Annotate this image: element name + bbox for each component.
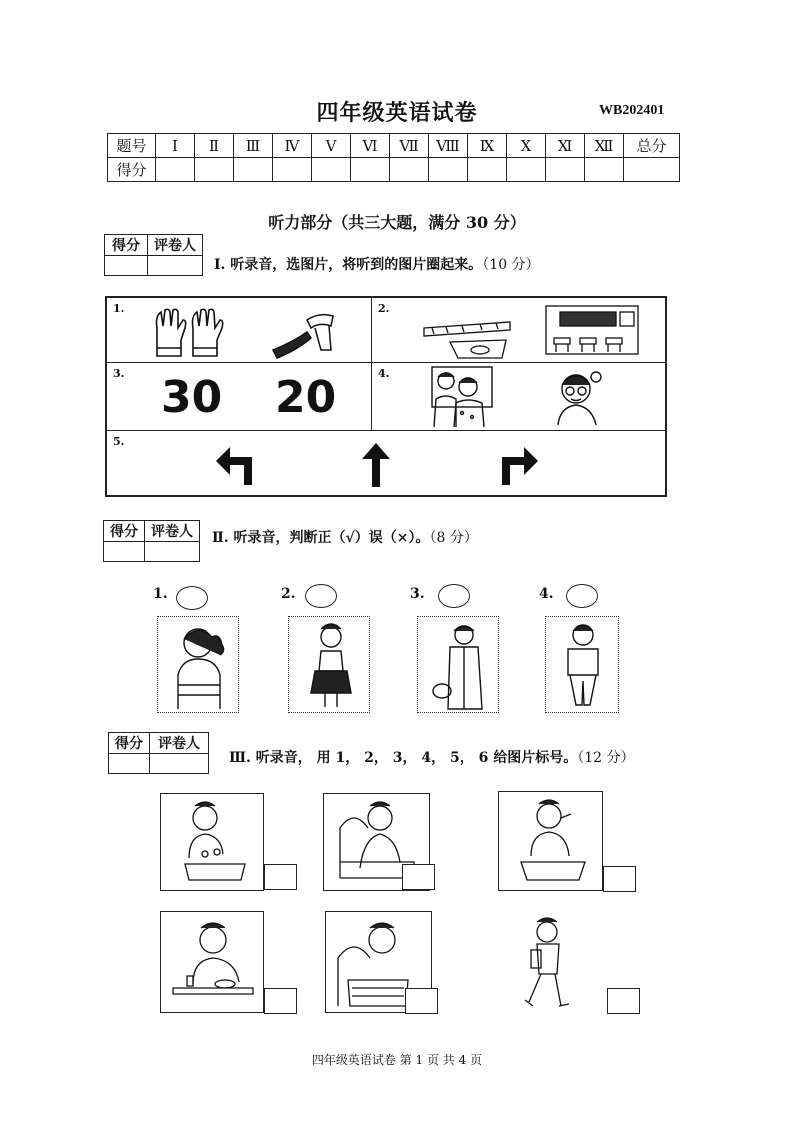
part1-instruction	[214, 254, 540, 274]
grader-name-cell[interactable]	[145, 542, 200, 562]
score-cell[interactable]	[429, 158, 468, 182]
part3-answer-box-4[interactable]	[264, 988, 297, 1014]
grader-box-part3	[108, 732, 209, 774]
part2-points: （8 分）	[429, 530, 478, 546]
part2-item-3-number: 3.	[410, 586, 425, 602]
score-cell[interactable]	[390, 158, 429, 182]
boy-icon[interactable]	[554, 367, 604, 427]
part3-instruction	[229, 747, 635, 767]
part3-instruction-text: Ⅲ. 听录音， 用 1， 2， 3， 4， 5， 6 给图片标号。	[229, 750, 578, 766]
turn-left-arrow-icon[interactable]	[214, 443, 258, 487]
girl-skirt-icon	[301, 621, 361, 711]
part1-item-5	[106, 430, 666, 496]
score-cell[interactable]	[624, 158, 680, 182]
number-option-20[interactable]: 20	[275, 372, 337, 423]
grader-name-label: 评卷人	[145, 521, 200, 542]
score-table-col: Ⅴ	[312, 134, 351, 158]
score-cell[interactable]	[507, 158, 546, 182]
score-cell[interactable]	[234, 158, 273, 182]
woman-coat-icon	[428, 621, 492, 711]
part2-item-1-number: 1.	[153, 586, 168, 602]
grader-name-label: 评卷人	[150, 733, 209, 754]
score-table-col: Ⅸ	[468, 134, 507, 158]
part1-grid	[105, 296, 667, 497]
part3-answer-box-5[interactable]	[405, 988, 438, 1014]
part2-picture-1	[157, 616, 239, 713]
score-table-col: Ⅶ	[390, 134, 429, 158]
number-option-30[interactable]: 30	[161, 372, 223, 423]
grader-score-cell[interactable]	[104, 542, 145, 562]
playground-icon[interactable]	[422, 306, 514, 360]
part3-answer-box-6[interactable]	[607, 988, 640, 1014]
answer-oval-4[interactable]	[566, 584, 598, 608]
score-table-col: Ⅺ	[546, 134, 585, 158]
part1-instruction-text: Ⅰ. 听录音，选图片，将听到的图片圈起来。	[214, 257, 483, 273]
answer-oval-1[interactable]	[176, 586, 208, 610]
grader-score-label: 得分	[105, 235, 148, 256]
part2-picture-4	[545, 616, 619, 713]
part3-picture-wash-face	[160, 793, 264, 891]
part2-instruction-text: Ⅱ. 听录音，判断正（√）误（×）。	[212, 530, 430, 546]
answer-oval-2[interactable]	[305, 584, 337, 608]
classroom-icon[interactable]	[544, 304, 640, 358]
item-number: 5.	[113, 435, 125, 448]
item-number: 4.	[378, 367, 390, 380]
turn-right-arrow-icon[interactable]	[500, 445, 540, 487]
score-table-header-row	[108, 134, 680, 158]
item-number: 3.	[113, 367, 125, 380]
part2-picture-3	[417, 616, 499, 713]
score-cell[interactable]	[585, 158, 624, 182]
part3-answer-box-3[interactable]	[603, 866, 636, 892]
score-cell[interactable]	[546, 158, 585, 182]
grader-box-part2	[103, 520, 200, 562]
listening-heading: 听力部分（共三大题，满分 30 分）	[268, 213, 526, 232]
grader-name-cell[interactable]	[148, 256, 203, 276]
page-footer: 四年级英语试卷 第 1 页 共 4 页	[311, 1053, 483, 1067]
girl-ponytail-icon	[170, 621, 230, 711]
part3-picture-go-to-school	[497, 910, 607, 1014]
score-cell[interactable]	[195, 158, 234, 182]
part3-answer-box-2[interactable]	[402, 864, 435, 890]
part2-instruction	[212, 527, 478, 547]
score-table-col: Ⅳ	[273, 134, 312, 158]
girl-eating-icon	[169, 918, 257, 1010]
part1-points: （10 分）	[482, 257, 540, 273]
score-table-col-total: 总分	[624, 134, 680, 158]
part1-item-3	[106, 362, 372, 431]
grader-box-part1	[104, 234, 203, 276]
score-table-row-label: 题号	[108, 134, 156, 158]
item-number: 2.	[378, 302, 390, 315]
part1-item-1	[106, 297, 372, 363]
part2-item-4-number: 4.	[539, 586, 554, 602]
two-boys-icon[interactable]	[426, 365, 496, 429]
part3-picture-breakfast	[160, 911, 264, 1013]
score-cell[interactable]	[468, 158, 507, 182]
grader-name-cell[interactable]	[150, 754, 209, 774]
exam-code: WB202401	[599, 103, 665, 118]
grader-score-label: 得分	[104, 521, 145, 542]
grader-name-label: 评卷人	[148, 235, 203, 256]
score-cell[interactable]	[156, 158, 195, 182]
grader-score-cell[interactable]	[109, 754, 150, 774]
score-table-score-row	[108, 158, 680, 182]
scarf-icon[interactable]	[269, 310, 341, 358]
part1-item-2	[371, 297, 666, 363]
part2-picture-2	[288, 616, 370, 713]
straight-arrow-icon[interactable]	[360, 441, 392, 487]
score-table-row-label: 得分	[108, 158, 156, 182]
score-table-col: Ⅹ	[507, 134, 546, 158]
score-table-col: Ⅲ	[234, 134, 273, 158]
score-table	[107, 133, 680, 182]
girl-brushing-icon	[509, 796, 595, 888]
score-table-col: Ⅷ	[429, 134, 468, 158]
answer-oval-3[interactable]	[438, 584, 470, 608]
part2-item-2-number: 2.	[281, 586, 296, 602]
grader-score-cell[interactable]	[105, 256, 148, 276]
grader-score-label: 得分	[109, 733, 150, 754]
part3-points: （12 分）	[577, 750, 635, 766]
part1-item-4	[371, 362, 666, 431]
score-cell[interactable]	[351, 158, 390, 182]
score-table-col: Ⅵ	[351, 134, 390, 158]
page-title: 四年级英语试卷	[316, 100, 478, 126]
item-number: 1.	[113, 302, 125, 315]
score-table-col: Ⅻ	[585, 134, 624, 158]
girl-walking-icon	[511, 916, 581, 1012]
score-cell[interactable]	[273, 158, 312, 182]
boy-standing-icon	[556, 621, 610, 711]
gloves-icon[interactable]	[153, 306, 225, 358]
score-table-col: Ⅱ	[195, 134, 234, 158]
girl-washing-icon	[175, 798, 255, 888]
score-cell[interactable]	[312, 158, 351, 182]
part3-answer-box-1[interactable]	[264, 864, 297, 890]
part3-picture-brush-teeth	[498, 791, 603, 891]
score-table-col: Ⅰ	[156, 134, 195, 158]
